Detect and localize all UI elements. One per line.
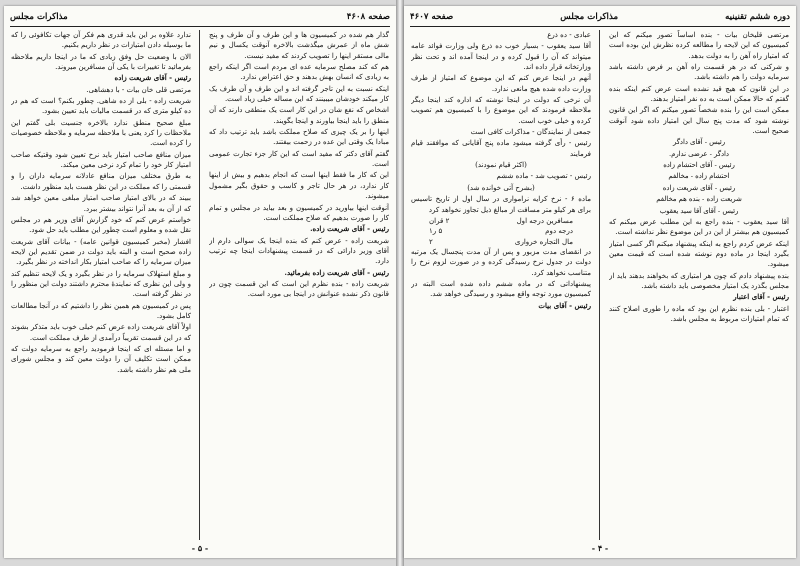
paragraph: به طرق مختلف میزان منافع عادلانه سرمایه داران را و قسمتی را که مملکت در این نظر هست باید منظور داشت.: [11, 171, 191, 191]
paragraph: شریعت زاده - بنده نظرم این است که این قسمت چون در قانون ذکر نشده عنوانش در اینجا بی مورد است.: [209, 278, 389, 299]
fare-row: [411, 237, 591, 247]
right-page-title: مذاکرات مجلس: [560, 12, 619, 22]
fare-label: مسافرین درجه اول: [516, 215, 573, 225]
fare-table: [411, 216, 591, 247]
vote-note: (اکثر قیام نمودند): [475, 160, 527, 170]
paragraph: جمعی از نمایندگان - مذاکرات کافی است: [470, 127, 591, 137]
right-page-column-right: [609, 30, 789, 542]
right-page-footer: - ۴ -: [591, 543, 609, 553]
right-page-session: دوره ششم تقنینیه: [725, 12, 790, 22]
paragraph: و شرکتی که در هر قسمت راه آهن بر فرض داشته باشد سرمایه دولت را هم داشته باشد.: [609, 62, 789, 82]
paragraph: اعتبار - بلی بنده نظرم این بود که ماده را طوری اصلاح کنند که تمام امتیازات مربوط به مجلس باشد.: [609, 303, 789, 323]
paragraph: رئیس - رأی گرفته میشود ماده پنج آقایانی که موافقند قیام فرمایند: [411, 138, 591, 158]
paragraph: شریعت زاده - عرض کنم که بنده اینجا یک سوالی دارم از آقای وزیر دارائی که در قسمت پیشنهادات اینجا چه ترتیب دارد.: [209, 235, 389, 266]
paragraph: مرتضی قلیخان بیات - بنده اساساً تصور میکنم که این کمیسیون که این لایحه را مطالعه کرده نظرش این بوده است که امتیاز راه آهن را به دولت بدهد.: [609, 30, 789, 60]
left-page: [4, 6, 396, 558]
left-header-rule: [10, 26, 390, 27]
right-page: [404, 6, 796, 558]
paragraph: الان با وضعیت حل وفق زیادی که ما در اینجا داریم ملاحظه بفرمائید تا تغییرات با یکی آن مسافرین میروند.: [11, 51, 191, 72]
speaker-line: رئیس - آقای احتشام زاده: [663, 161, 735, 170]
paragraph: اولاً آقای شریعت زاده عرض کنم خیلی خوب باید متذکر بشوند که در این قسمت تقریباً درآمدی از طرف مملکت است.: [11, 322, 191, 342]
fare-value: ۲: [429, 236, 433, 246]
speaker-line: رئیس - آقای بیات: [538, 300, 591, 310]
article-text: ماده ۶ - نرخ کرایه نرامواری در سال اول از تاریخ تاسیس برای هر کیلو متر مسافت از مبالغ ذیل تجاوز نخواهد کرد: [411, 194, 591, 214]
paragraph: ببیند که در بالای امتیاز صاحب امتیاز مبلغی معین خواهد شد که از آن به بعد آنرا نتواند بیشتر ببرد.: [11, 193, 191, 213]
fare-label: درجه دوم: [545, 226, 573, 236]
paragraph: افشار (مخبر کمیسیون قوانین عامه) - بیانات آقای شریعت زاده صحیح است و البته باید دولت در ضمن تقدیم این لایحه میزان سرمایه را که صاحب امتیاز بکار انداخته در نظر بگیرد.: [11, 236, 191, 267]
paragraph: آن نرخی که دولت در اینجا نوشته که اداره کند اینجا دیگر ملاحظه فرمودند که این موضوع را با کمیسیون هم تصویب کرده و خیلی خوب است.: [411, 95, 591, 125]
right-page-header: [410, 9, 790, 25]
paragraph: شریعت زاده - بلی از ده شاهی. چطور بکنم؟ است که هم در ده کیلو متری که در قسمت مالیات باید تعیین بشود.: [11, 96, 191, 116]
fare-row: [411, 216, 591, 226]
fare-row: [411, 226, 591, 236]
paragraph: اشخاص که نفع شان در این کار است یک منطقی دارند که آن منطق را باید اینجا بیاورند و اینجا بگویند.: [209, 105, 389, 125]
speaker-line: شریعت زاده - بنده هم مخالفم: [656, 195, 742, 204]
speaker-line: رئیس - آقای اعتبار: [733, 292, 789, 302]
reading-note: (بشرح آتی خوانده شد): [467, 182, 535, 192]
paragraph: در این قانون که هیچ قید نشده است عرض کنم اینکه بنده گفتم که حالا ممکن است به ده نفر امتیاز بدهند.: [609, 83, 789, 104]
paragraph: این که کار ما فقط اینها است که انجام بدهیم و بیش از اینها کار ندارد، در هر حال تاجر و کاسب و حقوق بگیر مشمول میشوند.: [209, 170, 389, 201]
paragraph: پس در کمیسیون هم همین نظر را داشتیم که در آنجا مطالعات کامل بشود.: [11, 300, 191, 320]
paragraph: مرتضی قلی خان بیات - با دهشاهی.: [86, 84, 191, 94]
paragraph: گذار هم شده در کمیسیون ها و این طرف و آن طرف و پنج شش ماه از عمرش میگذشت بالاخره آنوقت یکسال و نیم مالی مستقر اینها را تصویب کردند که مفید نیست.: [209, 30, 389, 60]
right-header-rule: [410, 26, 790, 27]
paragraph: آنهم در اینجا عرض کنم که این موضوع که امتیاز از طرف وزارت داده شده هیچ مانعی ندارد.: [411, 73, 591, 93]
paragraph: آنوقت اینها بیاورید در کمیسیون و بعد بیاید در مجلس و تمام کار را صورت بدهیم که صلاح مملکت است.: [209, 202, 389, 222]
left-page-header: [10, 9, 390, 25]
fare-label: مال التجاره خرواری: [514, 236, 573, 246]
paragraph: آقا سید یعقوب - بنده راجع به این مطلب عرض میکنم که کمیسیون هم بیشتر از این در این موضوع نظر نداشته است.: [609, 216, 789, 237]
paragraph: خواستم عرض کنم که خود گزارش آقای وزیر هم در مجلس نقل شده و معلوم است چطور این مطلب باید حل شود.: [11, 214, 191, 235]
paragraph: اینها را بر یک چیزی که صلاح مملکت باشد باید ترتیب داد که مبادا یک وقتی این عده در زحمت بیفتند.: [209, 127, 389, 147]
paragraph: ندارد علاوه بر این باید قدری هم فکر آن جهات تکافوئی را که ما بوسیله دادن امتیازات در نظر داریم بکنیم.: [11, 30, 191, 50]
paragraph: میزان منافع صاحب امتیاز باید نرخ تعیین شود وقتیکه صاحب امتیاز کار خود را تمام کرد نرخی معین میکند.: [11, 149, 191, 170]
speaker-line: احتشام زاده - مخالفم: [668, 172, 730, 181]
speaker-line: رئیس - آقای دادگر: [672, 138, 726, 147]
paragraph: ممکن است این را بنده شخصاً تصور میکنم که اگر این قانون نوشته شود که مدت پنج سال این امتیاز داده شود آنوقت صحیح است.: [609, 105, 789, 136]
speaker-line: رئیس - آقای شریعت زاده: [662, 183, 736, 192]
right-page-number: صفحه ۴۶۰۷: [410, 12, 454, 22]
paragraph: پیشنهاداتی که در ماده ششم داده شده است البته در کمیسیون مورد توجه واقع میشود و رسیدگی خواهد شد.: [411, 278, 591, 299]
speaker-line: رئیس - آقای شریعت زاده بفرمائید.: [284, 267, 389, 277]
book-gutter: [396, 0, 404, 566]
left-page-column-left: [11, 30, 191, 542]
paragraph: گفتم آقای دکتر که مفید است که این کار جزء تجارت عمومی است.: [209, 148, 389, 169]
left-page-column-right: [209, 30, 389, 542]
paragraph: رئیس - تصویب شد - ماده ششم: [496, 171, 591, 181]
paragraph: عبادی - ده ذرع: [547, 30, 591, 39]
left-page-title: مذاکرات مجلس: [10, 12, 68, 22]
right-column-divider: [599, 30, 600, 540]
speaker-line: دادگر - عرضی ندارم.: [669, 149, 729, 158]
paragraph: مبلغ صحیح منطق ندارد بالاخره جنسیت بلی گفتم این ملاحظات را کرد یعنی با ملاحظه سرمایه و ملاحظه خصوصیات را کرده است.: [11, 117, 191, 148]
paragraph: بنده پیشنهاد دادم که چون هر امتیازی که بخواهند بدهند باید از مجلس بگذرد یک امتیاز مخصوصی باید داشته باشد.: [609, 270, 789, 290]
paragraph: اینکه عرض کردم راجع به اینکه پیشنهاد میکنم اگر کسی امتیاز بگیرد اینجا در ماده دوم نوشته شده است که قیمت معین میشود.: [609, 238, 789, 269]
speaker-line: رئیس - آقای شریعت زاده: [114, 73, 191, 83]
fare-value: ۵ ر۱: [429, 226, 443, 236]
fare-value: ۲ قران: [429, 215, 450, 225]
speaker-line: رئیس - آقای شریعت زاده.: [310, 224, 389, 234]
paragraph: و اما مسئله ای که اینجا فرمودید راجع به سرمایه دولت که ممکن است تکلیف آن را دولت معین کند و مجلس شورای ملی هم نظر داشته باشد.: [11, 343, 191, 374]
right-page-column-left: [411, 30, 591, 542]
left-page-footer: - ۵ -: [191, 543, 209, 553]
left-page-number: صفحه ۴۶۰۸: [346, 12, 390, 22]
paragraph: اینکه نسبت به این تاجر گرفته اند و این طرف و آن طرف یک کار میکند خودشان میبینند که این مساله خیلی زیاد است.: [209, 83, 389, 104]
paragraph: هم که کند مصلح سرمایه عده ای مردم است اگر اینکه راجع به زیادی که انسان بهش بدهند و حق اعتراض ندارد.: [209, 62, 389, 82]
paragraph: در انقضای مدت مزبور و پس از آن مدت پنجسال یک مرتبه دولت در جدول نرخ رسیدگی کرده و در صورت لزوم نرخ را متناسب نخواهد کرد.: [411, 246, 591, 277]
paragraph: و مبلغ استهلاک سرمایه را در نظر بگیرد و یک لایحه تنظیم کند و ولی این نظری که نمایندۀ محترم داشتند دولت این منظور را در نظر گرفته است.: [11, 268, 191, 299]
paragraph: آقا سید یعقوب - بسیار خوب ده ذرع ولی وزارت فوائد عامه میتواند که آن را قبول کرده و در اینجا آمده اند و تحت نظر وزارتخانه قرار داده اند.: [411, 41, 591, 72]
speaker-line: رئیس - آقای آقا سید یعقوب: [659, 206, 739, 215]
left-column-divider: [199, 30, 200, 540]
